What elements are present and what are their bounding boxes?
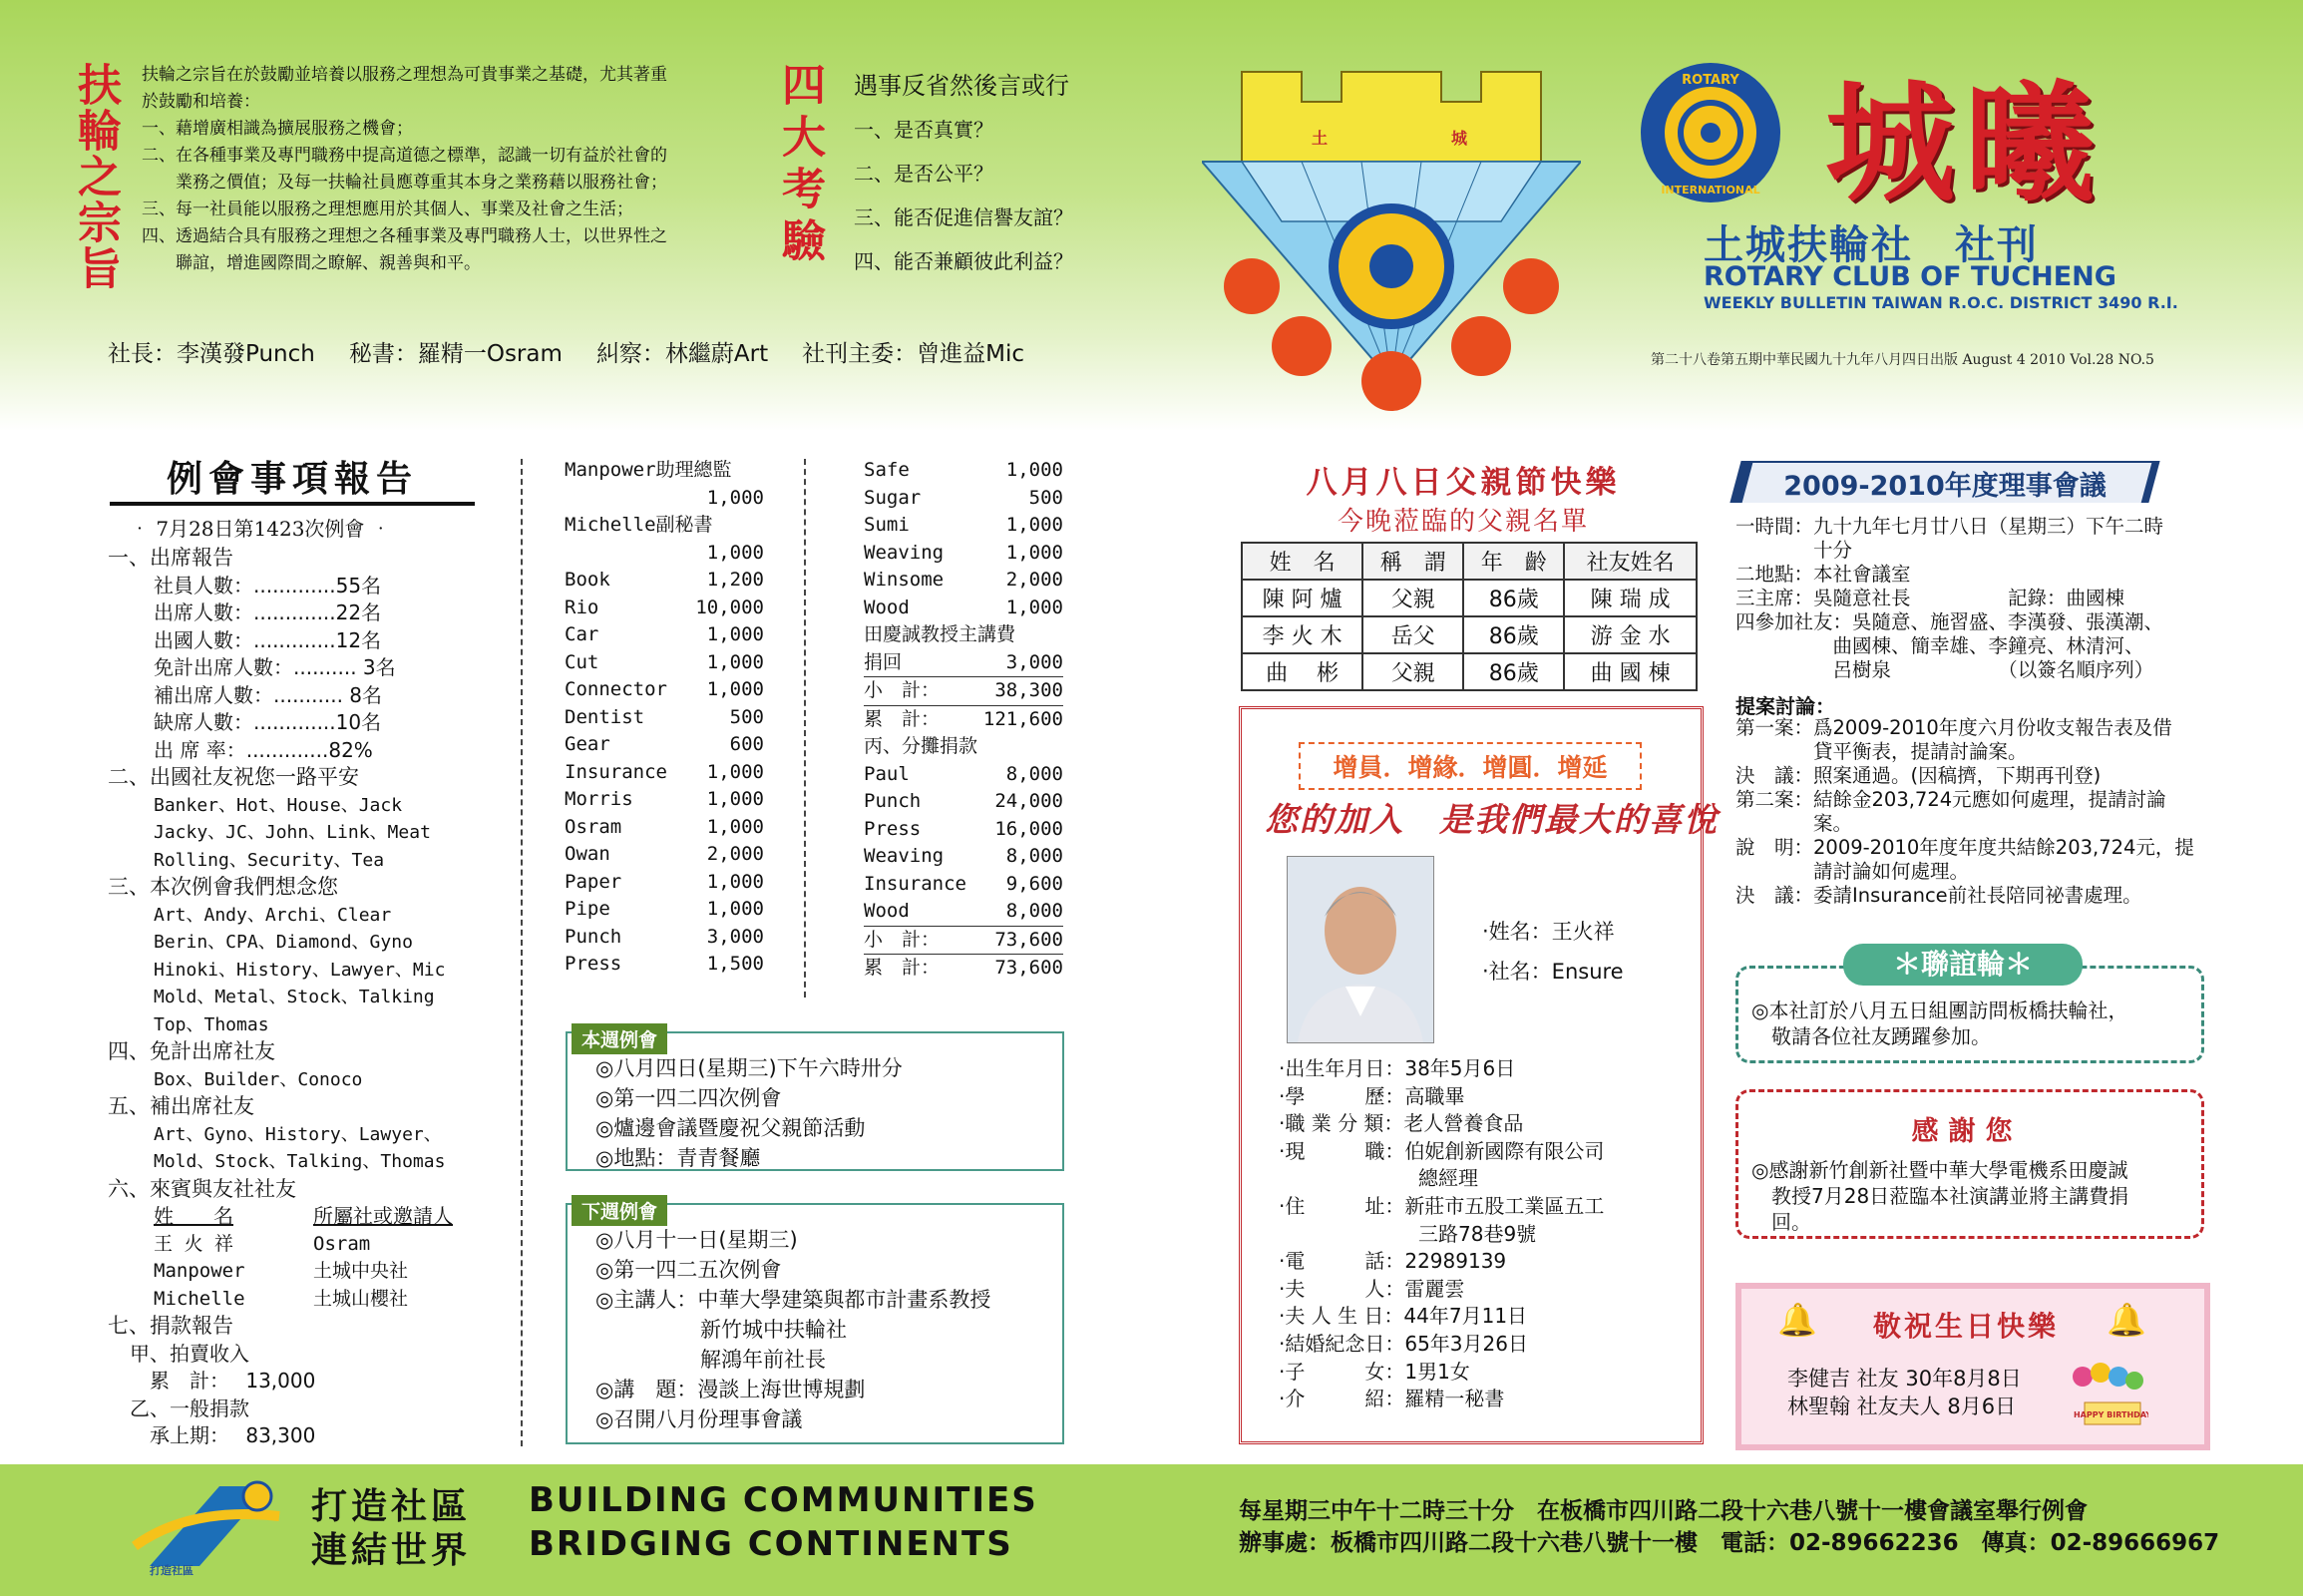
donor-name: Wood (864, 900, 910, 922)
objective-line: 業務之價值；及每一扶輪社員應尊重其本身之業務藉以服務社會； (142, 173, 667, 193)
next-week-line: ◎主講人：中華大學建築與都市計畫系教授 (595, 1288, 991, 1312)
donation-amount: 1,000 (706, 788, 764, 810)
donation-row (864, 843, 1063, 871)
donation-amount: 1,000 (706, 623, 764, 645)
member-portrait-icon (1288, 857, 1433, 1042)
member-detail-line: ‧夫 人：雷麗雲 (1279, 1276, 1465, 1301)
slogan-en-1: BUILDING COMMUNITIES (529, 1480, 1038, 1520)
donor-name: Insurance (565, 760, 667, 783)
report-line: Jacky、JC、John、Link、Meat (154, 822, 431, 843)
proposal-line: 說 明：2009-2010年度年度共結餘203,724元，提 (1735, 836, 2194, 859)
report-line: Banker、Hot、House、Jack (154, 794, 403, 816)
donation-amount: 24,000 (994, 790, 1063, 812)
report-line: 累 計： 13,000 (130, 1369, 316, 1393)
donation-row (864, 540, 1063, 568)
report-line: 缺席人數：.............10名 (154, 710, 382, 734)
donation-row (864, 733, 1063, 761)
donation-row (565, 759, 764, 787)
donation-row (565, 540, 764, 568)
donations-list-a (565, 457, 764, 979)
report-line: Art、Gyno、History、Lawyer、 (154, 1123, 442, 1145)
report-section-title: 一、出席報告 (108, 546, 233, 570)
fathers-head-cell: 姓 名 (1242, 543, 1362, 580)
slogan-en-2: BRIDGING CONTINENTS (529, 1524, 1013, 1564)
donation-row (864, 816, 1063, 844)
next-week-line: ◎講 題：漫談上海世博規劃 (595, 1378, 866, 1401)
donation-amount: 1,000 (706, 898, 764, 920)
donation-row (565, 649, 764, 677)
donation-amount: 1,200 (706, 569, 764, 591)
officer-sergeant: 糾察：林繼蔚Art (595, 341, 769, 367)
meeting-info: 每星期三中午十二時三十分 在板橋市四川路二段十六巷八號十一樓會議室舉行例會 (1239, 1498, 2088, 1524)
report-line: 承上期： 83,300 (130, 1423, 316, 1447)
proposal-line: 請討論如何處理。 (1735, 860, 1970, 883)
this-week-line: ◎地點：青青餐廳 (595, 1146, 761, 1170)
member-detail-line: ‧現 職：伯妮創新國際有限公司 (1279, 1138, 1605, 1163)
donation-amount: 3,000 (706, 925, 764, 948)
donation-row (565, 869, 764, 897)
donor-name: Osram (565, 815, 622, 838)
fellowship-title: ＊聯誼輪＊ (1843, 944, 2083, 986)
officer-secretary: 秘書：羅精一Osram (348, 341, 563, 367)
donor-name: Car (565, 623, 599, 645)
donation-amount: 3,000 (1005, 650, 1063, 673)
slogan-cn-1: 打造社區 (311, 1486, 472, 1527)
castle-emblem (1202, 62, 1581, 411)
donation-amount: 1,000 (706, 678, 764, 700)
donor-name: Book (565, 569, 610, 591)
donor-name: Punch (565, 925, 622, 948)
donation-row (565, 512, 764, 540)
donation-amount: 500 (1028, 486, 1063, 509)
donor-name: Punch (864, 790, 922, 812)
bell-icon-left: 🔔 (1777, 1301, 1817, 1339)
birthday-line: 李健吉 社友 30年8月8日 (1787, 1367, 2022, 1391)
donation-amount: 500 (729, 705, 764, 728)
next-week-line: 解鴻年前社長 (595, 1348, 826, 1372)
donor-name: Paul (864, 762, 910, 785)
donor-name: Sumi (864, 514, 910, 536)
bell-icon-right: 🔔 (2107, 1301, 2146, 1339)
next-week-tag: 下週例會 (572, 1195, 667, 1226)
member-detail-line: 總經理 (1279, 1166, 1478, 1191)
fathers-cell: 岳父 (1362, 616, 1463, 653)
donation-amount: 1,000 (706, 650, 764, 673)
fourway-list (854, 64, 1103, 283)
donor-name: Rio (565, 596, 599, 618)
report-line: 出 席 率：.............82% (154, 737, 373, 762)
new-member-club-name: ‧社名：Ensure (1482, 960, 1624, 984)
donor-name: Press (565, 953, 622, 975)
objective-line: 扶輪之宗旨在於鼓勵並培養以服務之理想為可貴事業之基礎，尤其著重 (142, 65, 667, 85)
fathers-subtitle: 今晚蒞臨的父親名單 (1337, 507, 1589, 537)
donor-name: Connector (565, 678, 667, 700)
report-line: Mold、Metal、Stock、Talking (154, 987, 435, 1007)
report-line: 甲、拍賣收入 (130, 1341, 249, 1366)
report-meeting-line: ‧ 7月28日第1423次例會 ‧ (130, 517, 391, 541)
donation-row (864, 457, 1063, 485)
board-line: 呂樹泉 （以簽名順序列） (1735, 658, 2154, 681)
donation-amount: 9,600 (1005, 872, 1063, 895)
fathers-cell: 李 火 木 (1242, 616, 1362, 653)
fathers-cell: 86歲 (1463, 616, 1564, 653)
donation-row (864, 621, 1063, 649)
proposal-title: 提案討論： (1735, 694, 1835, 718)
officers-line (108, 335, 1024, 368)
donor-name: 小 計： (864, 928, 941, 951)
objective-title: 扶輪之宗旨 (70, 62, 121, 291)
donor-name: Dentist (565, 705, 645, 728)
donor-name: Press (864, 817, 922, 840)
fellowship-body (1751, 998, 2127, 1049)
donor-name: Michelle副秘書 (565, 514, 713, 536)
report-section-title: 五、補出席社友 (108, 1094, 254, 1118)
objective-line: 二、在各種事業及專門職務中提高道德之標準，認識一切有益於社會的 (142, 146, 667, 166)
guest-club: 土城中央社 (313, 1260, 409, 1282)
donation-amount: 1,000 (1005, 541, 1063, 564)
donation-amount: 16,000 (994, 817, 1063, 840)
club-name-en: ROTARY CLUB OF TUCHENG (1704, 261, 2116, 292)
donor-name: 田慶誠教授主講費 (864, 623, 1016, 645)
donation-amount: 73,600 (994, 957, 1063, 979)
guest-row (108, 1286, 507, 1314)
donor-name: Morris (565, 788, 633, 810)
report-line: Berin、CPA、Diamond、Gyno (154, 932, 413, 953)
member-detail-line: ‧子 女：1男1女 (1279, 1359, 1470, 1384)
donation-row (565, 567, 764, 595)
objective-line: 聯誼，增進國際間之瞭解、親善與和平。 (142, 253, 481, 273)
report-line: 免計出席人數：.......... 3名 (154, 655, 396, 679)
guest-name: Manpower (154, 1260, 245, 1282)
logo-caption: 打造社區 (150, 1564, 193, 1577)
guest-name: Michelle (154, 1287, 245, 1310)
fathers-head-row (1242, 543, 1697, 580)
donation-row (864, 649, 1063, 677)
report-line: Mold、Stock、Talking、Thomas (154, 1151, 446, 1172)
donation-row (565, 621, 764, 649)
member-detail-line: ‧出生年月日：38年5月6日 (1279, 1056, 1516, 1080)
guest-table-head (108, 1203, 507, 1231)
report-title: 例會事項報告 (110, 451, 475, 506)
donation-amount: 121,600 (982, 707, 1063, 730)
member-detail-line: 三路78巷9號 (1279, 1221, 1537, 1246)
donation-row (864, 926, 1063, 955)
report-line: Art、Andy、Archi、Clear (154, 904, 392, 926)
donation-amount: 1,000 (706, 760, 764, 783)
member-detail-line: ‧介 紹：羅精一秘書 (1279, 1387, 1505, 1411)
brand-title: 城曦 (1825, 68, 2106, 219)
birthday-balloons-icon (2067, 1363, 2148, 1426)
donation-amount: 1,000 (706, 486, 764, 509)
next-week-line: ◎八月十一日(星期三) (595, 1228, 798, 1252)
thanks-line: 教授7月28日蒞臨本社演講並將主講費捐 (1751, 1184, 2129, 1208)
donation-row (864, 871, 1063, 899)
donation-amount: 1,000 (1005, 514, 1063, 536)
donation-amount: 1,000 (706, 541, 764, 564)
donation-amount: 10,000 (695, 596, 764, 618)
castle-label-left: 土 (1312, 129, 1329, 148)
donation-amount: 2,000 (1005, 569, 1063, 591)
castle-label-right: 城 (1451, 129, 1468, 148)
fathers-head-cell: 社友姓名 (1564, 543, 1697, 580)
proposal-line: 決 議：照案通過。(因稿擠，下期再刊登) (1735, 764, 2102, 787)
objective-line: 於鼓勵和培養： (142, 92, 260, 112)
report-section-title: 三、本次例會我們想念您 (108, 875, 338, 899)
birthday-line: 林聖翰 社友夫人 8月6日 (1787, 1395, 2017, 1418)
donation-amount: 1,500 (706, 953, 764, 975)
donation-row (565, 896, 764, 924)
report-line: 乙、一般捐款 (130, 1396, 249, 1420)
donor-name: Weaving (864, 541, 945, 564)
report-line: Box、Builder、Conoco (154, 1068, 363, 1090)
member-detail-line: ‧電 話：22989139 (1279, 1249, 1507, 1274)
member-detail-line: ‧住 址：新莊市五股工業區五工 (1279, 1193, 1605, 1218)
proposal-line: 第一案：爲2009-2010年度六月份收支報告表及借 (1735, 716, 2172, 739)
donor-name: Sugar (864, 486, 922, 509)
report-section-title: 四、免計出席社友 (108, 1039, 275, 1063)
fathers-cell: 父親 (1362, 580, 1463, 616)
card-text: HAPPY BIRTHDAY (2073, 1410, 2148, 1419)
donation-row (864, 705, 1063, 734)
donor-name: 丙、分攤捐款 (864, 735, 978, 757)
donor-name: Wood (864, 596, 910, 618)
donor-name: Weaving (864, 845, 945, 867)
fathers-row (1242, 653, 1697, 690)
guest-row (108, 1258, 507, 1286)
next-week-line: 新竹城中扶輪社 (595, 1318, 847, 1342)
report-section-title: 六、來賓與友社社友 (108, 1176, 296, 1201)
donation-row (864, 512, 1063, 540)
thanks-body (1751, 1157, 2128, 1235)
donation-row (864, 761, 1063, 789)
thanks-line: ◎感謝新竹創新社暨中華大學電機系田慶誠 (1751, 1158, 2128, 1182)
donation-row (565, 841, 764, 869)
objective-line: 四、透過結合具有服務之理想之各種事業及專門職務人士，以世界性之 (142, 226, 667, 246)
donation-amount: 1,000 (1005, 596, 1063, 618)
member-detail-line: ‧學 歷：高職畢 (1279, 1083, 1465, 1108)
donor-name: 累 計： (864, 707, 941, 730)
donation-row (864, 954, 1063, 983)
thanks-title: 感謝您 (1911, 1116, 2023, 1147)
donor-name: 捐回 (864, 650, 903, 673)
report-section-title: 七、捐款報告 (108, 1314, 233, 1338)
donor-name: Gear (565, 733, 610, 755)
next-week-line: ◎召開八月份理事會議 (595, 1407, 803, 1431)
proposal-line: 案。 (1735, 812, 1853, 835)
rotary-wheel-icon (1636, 58, 1785, 207)
donation-row (864, 595, 1063, 622)
proposal-body (1735, 716, 2204, 908)
this-week-tag: 本週例會 (572, 1023, 667, 1054)
donation-row (565, 814, 764, 842)
donation-row (864, 788, 1063, 816)
fathers-head-cell: 年 齡 (1463, 543, 1564, 580)
donation-row (565, 951, 764, 979)
issue-line: 第二十八卷第五期中華民國九十九年八月四日出版 August 4 2010 Vol.28 NO.5 (1651, 352, 2154, 368)
officer-editor: 社刊主委：曾進益Mic (802, 341, 1024, 367)
guest-club: Osram (313, 1232, 371, 1255)
report-line: 社員人數：.............55名 (154, 573, 382, 598)
donation-row (864, 485, 1063, 513)
club-name-cn: 土城扶輪社 社刊 (1704, 222, 2039, 268)
donation-amount: 600 (729, 733, 764, 755)
fellowship-line: 敬請各位社友踴躍參加。 (1751, 1024, 1991, 1048)
fathers-title: 八月八日父親節快樂 (1306, 465, 1621, 501)
fathers-cell: 陳 瑞 成 (1564, 580, 1697, 616)
fourway-line: 四、能否兼顧彼此利益？ (854, 249, 1073, 273)
column-divider-1 (521, 459, 523, 1446)
this-week-line: ◎八月四日(星期三)下午六時卅分 (595, 1056, 903, 1080)
fathers-cell: 86歲 (1463, 653, 1564, 690)
donation-row (864, 567, 1063, 595)
donor-name: Cut (565, 650, 599, 673)
report-line: Top、Thomas (154, 1013, 269, 1035)
badge-top-text: ROTARY (1682, 73, 1739, 88)
donation-row (565, 704, 764, 732)
report-line: 出席人數：.............22名 (154, 600, 382, 624)
guest-head-club: 所屬社或邀請人 (313, 1204, 453, 1228)
next-week-line: ◎第一四二五次例會 (595, 1258, 782, 1282)
proposal-line: 第二案：結餘金203,724元應如何處理，提請討論 (1735, 788, 2166, 811)
fathers-cell: 曲 彬 (1242, 653, 1362, 690)
fathers-cell: 曲 國 棟 (1564, 653, 1697, 690)
member-photo (1287, 856, 1434, 1043)
donations-list-b (864, 457, 1063, 983)
objective-line: 三、每一社員能以服務之理想應用於其個人、事業及社會之生活； (142, 200, 633, 219)
birthday-title: 敬祝生日快樂 (1872, 1310, 2059, 1343)
fourway-line: 遇事反省然後言或行 (854, 72, 1069, 100)
this-week-line: ◎爐邊會議暨慶祝父親節活動 (595, 1116, 866, 1140)
column-divider-2 (804, 459, 806, 998)
report-line: Rolling、Security、Tea (154, 849, 385, 871)
fourway-line: 一、是否真實？ (854, 118, 993, 142)
donation-amount: 1,000 (706, 815, 764, 838)
member-detail-line: ‧夫 人 生 日：44年7月11日 (1279, 1304, 1528, 1329)
next-week-box (566, 1203, 1064, 1444)
donation-amount: 1,000 (1005, 459, 1063, 481)
fathers-cell: 86歲 (1463, 580, 1564, 616)
board-minutes (1735, 515, 2204, 682)
donation-amount: 73,600 (994, 928, 1063, 951)
objective-line: 一、藉增廣相識為擴展服務之機會； (142, 119, 413, 139)
board-line: 一時間：九十九年七月廿八日（星期三）下午二時 (1735, 515, 2164, 538)
new-member-banner: 增員．增緣．增圓．增延 (1299, 742, 1642, 790)
birthday-list (1787, 1365, 2022, 1420)
donation-row (565, 485, 764, 513)
member-detail-line: ‧結婚紀念日：65年3月26日 (1279, 1331, 1528, 1356)
board-line: 十分 (1735, 539, 1853, 562)
thanks-line: 回。 (1751, 1210, 1811, 1234)
donor-name: 小 計： (864, 679, 941, 701)
donation-row (864, 898, 1063, 926)
donor-name: Manpower助理總監 (565, 459, 732, 481)
guest-head-name: 姓 名 (154, 1204, 233, 1228)
board-line: 二地點：本社會議室 (1735, 563, 1911, 586)
donation-row (565, 595, 764, 622)
board-line: 三主席：吳隨意社長 記錄：曲國棟 (1735, 587, 2125, 609)
donation-row (565, 786, 764, 814)
donation-row (565, 457, 764, 485)
new-member-name: ‧姓名：王火祥 (1482, 920, 1615, 944)
this-week-box (566, 1031, 1064, 1171)
donation-row (565, 676, 764, 704)
club-sub-en: WEEKLY BULLETIN TAIWAN R.O.C. DISTRICT 3490 R.I. (1704, 293, 2178, 312)
fathers-head-cell: 稱 謂 (1362, 543, 1463, 580)
officer-president: 社長：李漢發Punch (108, 341, 315, 367)
donor-name: Insurance (864, 872, 966, 895)
donor-name: Paper (565, 870, 622, 893)
this-week-line: ◎第一四二四次例會 (595, 1086, 782, 1110)
donor-name: 累 計： (864, 957, 941, 979)
member-detail-line: ‧職 業 分 類：老人營養食品 (1279, 1111, 1524, 1136)
guest-club: 土城山櫻社 (313, 1287, 409, 1310)
donation-amount: 8,000 (1005, 845, 1063, 867)
donation-amount: 1,000 (706, 870, 764, 893)
objective-text (142, 62, 740, 277)
fathers-cell: 父親 (1362, 653, 1463, 690)
slogan-cn-2: 連結世界 (311, 1530, 472, 1571)
donation-amount: 8,000 (1005, 762, 1063, 785)
donation-amount: 38,300 (994, 679, 1063, 701)
donation-amount: 8,000 (1005, 900, 1063, 922)
fathers-row (1242, 616, 1697, 653)
fellowship-line: ◎本社訂於八月五日組團訪問板橋扶輪社， (1751, 998, 2128, 1022)
fourway-line: 三、能否促進信譽友誼？ (854, 205, 1073, 229)
donation-row (565, 731, 764, 759)
fathers-cell: 游 金 水 (1564, 616, 1697, 653)
guest-row (108, 1231, 507, 1259)
fourway-line: 二、是否公平？ (854, 162, 993, 186)
report-line: 補出席人數：........... 8名 (154, 682, 383, 707)
donor-name: Owan (565, 843, 610, 865)
report-body (108, 545, 507, 1450)
board-line: 曲國棟、簡幸雄、李鐘亮、林清河、 (1735, 634, 2144, 657)
fathers-cell: 陳 阿 爐 (1242, 580, 1362, 616)
donor-name: Safe (864, 459, 910, 481)
report-line: Hinoki、History、Lawyer、Mic (154, 959, 446, 981)
donor-name: Winsome (864, 569, 945, 591)
proposal-line: 決 議：委請Insurance前社長陪同祕書處理。 (1735, 884, 2142, 907)
fathers-table (1241, 542, 1698, 691)
fourway-title: 四大考驗 (774, 62, 825, 269)
badge-bottom-text: INTERNATIONAL (1661, 184, 1760, 197)
donor-name: Pipe (565, 898, 610, 920)
report-section-title: 二、出國社友祝您一路平安 (108, 765, 359, 789)
board-title: 2009-2010年度理事會議 (1783, 471, 2107, 502)
donation-row (565, 924, 764, 952)
donation-amount: 2,000 (706, 843, 764, 865)
office-info: 辦事處：板橋市四川路二段十六巷八號十一樓 電話：02-89662236 傳真：02-89666967 (1239, 1530, 2220, 1556)
report-line: 出國人數：.............12名 (154, 627, 382, 652)
new-member-slogan: 您的加入 是我們最大的喜悅 (1265, 800, 1719, 839)
proposal-line: 貸平衡表，提請討論案。 (1735, 740, 2028, 763)
fathers-row (1242, 580, 1697, 616)
donation-row (864, 676, 1063, 705)
guest-name: 王 火 祥 (154, 1232, 233, 1255)
new-member-details (1279, 1055, 1698, 1413)
board-line: 四參加社友：吳隨意、施習盛、李漢發、張漢潮、 (1735, 610, 2164, 633)
